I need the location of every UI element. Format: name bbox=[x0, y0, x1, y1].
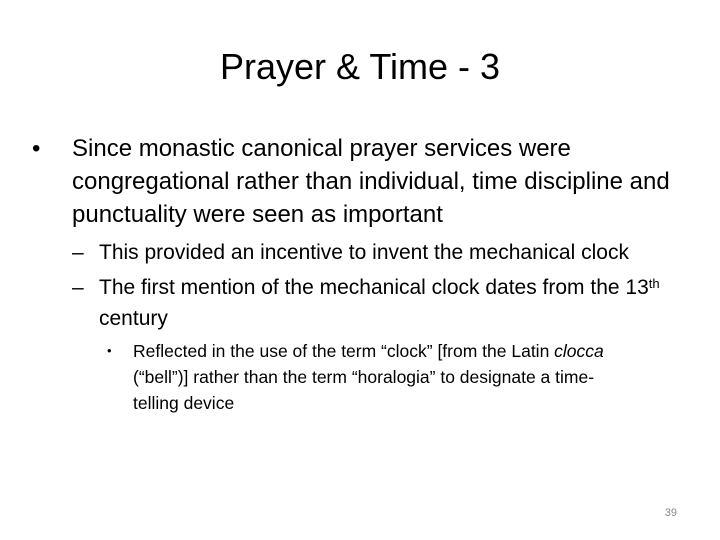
page-number: 39 bbox=[664, 507, 677, 519]
bullet-text-part: century bbox=[99, 307, 168, 330]
bullet-text-part: Reflected in the use of the term “clock” [from the Latin bbox=[133, 341, 555, 361]
bullet-text: Since monastic canonical prayer services were congregational rather than individual, time discipline and punctuality were seen as important bbox=[72, 135, 670, 228]
bullet-text bbox=[99, 276, 660, 330]
bullet-level-3 bbox=[105, 338, 633, 416]
bullet-text-part: The first mention of the mechanical clock dates from the 13 bbox=[99, 276, 649, 299]
superscript: th bbox=[648, 276, 660, 292]
bullet-level-1 bbox=[30, 132, 690, 231]
bullet-marker: • bbox=[107, 343, 112, 358]
slide-body bbox=[30, 132, 690, 416]
dash-marker: – bbox=[72, 276, 84, 299]
bullet-marker: • bbox=[32, 135, 41, 162]
slide-title: Prayer & Time - 3 bbox=[219, 46, 501, 87]
italic-term: clocca bbox=[554, 341, 604, 361]
bullet-text-part: (“bell”)] rather than the term “horalogia” to designate a time-telling device bbox=[133, 367, 595, 413]
bullet-level-2 bbox=[72, 272, 689, 334]
bullet-level-2 bbox=[72, 237, 689, 268]
dash-marker: – bbox=[72, 241, 84, 264]
bullet-text bbox=[133, 341, 604, 413]
bullet-text: This provided an incentive to invent the mechanical clock bbox=[99, 241, 629, 264]
